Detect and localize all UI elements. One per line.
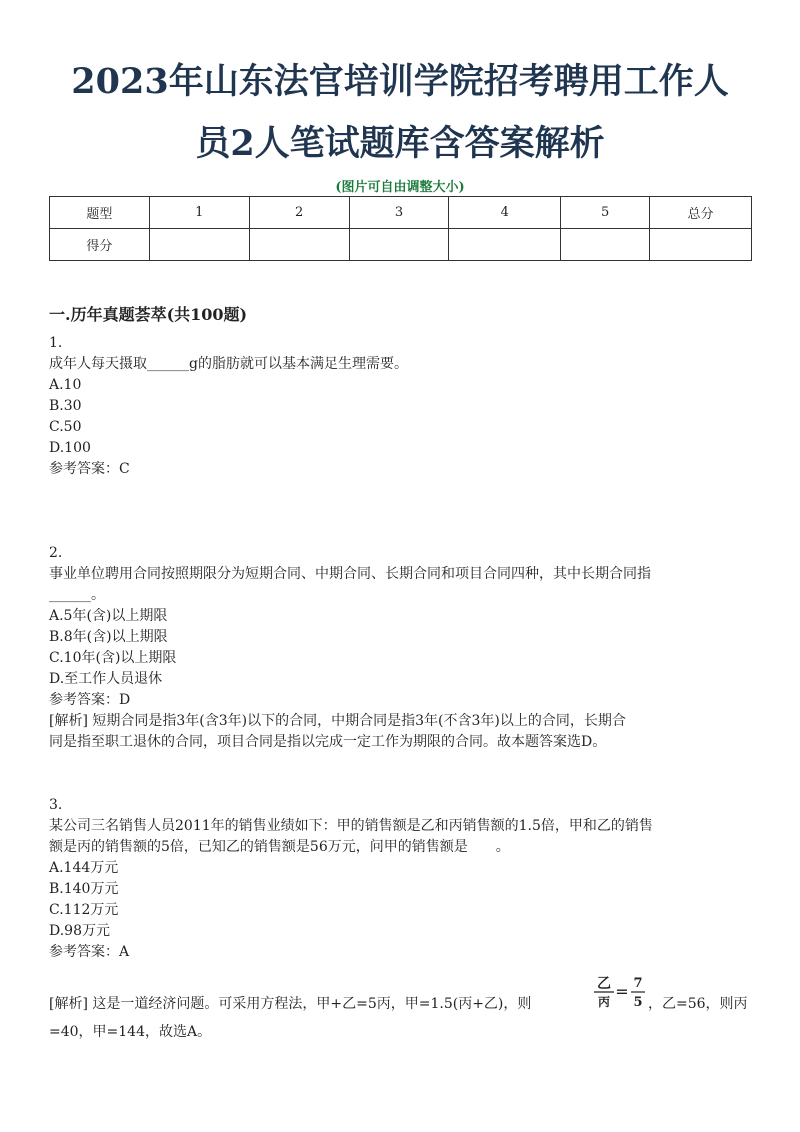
header-cell-total: 总分	[650, 197, 752, 229]
score-cell-1	[149, 229, 249, 261]
question-1-option-d: D.100	[49, 440, 91, 456]
question-3-analysis-line2: =40，甲=144，故选A。	[49, 1024, 212, 1040]
question-2-stem-line1: 事业单位聘用合同按照期限分为短期合同、中期合同、长期合同和项目合同四种，其中长期合同指	[49, 566, 651, 582]
document-title-line2: 员2人笔试题库含答案解析	[195, 123, 605, 164]
question-2-option-d: D.至工作人员退休	[49, 671, 163, 687]
section-title: 一.历年真题荟萃(共100题)	[49, 305, 248, 324]
header-cell-type: 题型	[50, 197, 150, 229]
question-3-stem-line1: 某公司三名销售人员2011年的销售业绩如下：甲的销售额是乙和丙销售额的1.5倍，甲和乙的销售	[49, 818, 653, 834]
fraction-right-numerator: 7	[633, 976, 643, 991]
fraction-formula	[592, 972, 648, 1012]
question-2-option-c: C.10年(含)以上期限	[49, 650, 177, 666]
question-3-analysis-part1: [解析] 这是一道经济问题。可采用方程法，甲+乙=5丙，甲=1.5(丙+乙)，则	[49, 996, 532, 1012]
question-3-option-d: D.98万元	[49, 923, 110, 939]
question-2-answer: 参考答案：D	[49, 692, 131, 708]
header-cell-1: 1	[149, 197, 249, 229]
fraction-left-numerator: 乙	[597, 976, 611, 992]
question-2-option-b: B.8年(含)以上期限	[49, 629, 168, 645]
score-cell-4	[449, 229, 561, 261]
header-cell-5: 5	[561, 197, 650, 229]
score-table-score-row	[50, 229, 752, 261]
question-3-analysis-part2: ，乙=56，则丙	[648, 996, 748, 1012]
score-cell-3	[349, 229, 449, 261]
question-2-stem-line2: ______。	[49, 587, 105, 603]
question-3-answer: 参考答案：A	[49, 944, 130, 960]
subtitle: (图片可自由调整大小)	[335, 180, 465, 195]
fraction-equals-sign: =	[615, 982, 629, 1001]
score-table-header-row	[50, 197, 752, 229]
question-1-option-a: A.10	[49, 377, 82, 393]
question-3-stem-line2: 额是丙的销售额的5倍，已知乙的销售额是56万元，问甲的销售额是 。	[49, 839, 510, 855]
document-title-line1: 2023年山东法官培训学院招考聘用工作人	[71, 61, 729, 102]
question-3-option-a: A.144万元	[49, 860, 119, 876]
question-3-option-c: C.112万元	[49, 902, 119, 918]
question-1-option-b: B.30	[49, 398, 82, 414]
score-label-cell: 得分	[50, 229, 150, 261]
question-2-option-a: A.5年(含)以上期限	[49, 608, 168, 624]
question-1-option-c: C.50	[49, 419, 82, 435]
header-cell-4: 4	[449, 197, 561, 229]
question-2-number: 2.	[49, 545, 63, 561]
header-cell-3: 3	[349, 197, 449, 229]
question-1-answer: 参考答案：C	[49, 461, 130, 477]
question-3-number: 3.	[49, 797, 63, 813]
fraction-right-denominator: 5	[633, 995, 643, 1010]
fraction-left-denominator: 丙	[597, 995, 611, 1009]
question-3-option-b: B.140万元	[49, 881, 119, 897]
question-2-analysis-line1: [解析] 短期合同是指3年(含3年)以下的合同，中期合同是指3年(不含3年)以上的合同，长期合	[49, 713, 626, 729]
question-1-stem: 成年人每天摄取______g的脂肪就可以基本满足生理需要。	[49, 356, 408, 372]
score-table	[49, 196, 752, 261]
question-1-number: 1.	[49, 335, 63, 351]
score-cell-5	[561, 229, 650, 261]
header-cell-2: 2	[249, 197, 349, 229]
score-cell-total	[650, 229, 752, 261]
question-2-analysis-line2: 同是指至职工退休的合同，项目合同是指以完成一定工作为期限的合同。故本题答案选D。	[49, 734, 607, 750]
score-cell-2	[249, 229, 349, 261]
